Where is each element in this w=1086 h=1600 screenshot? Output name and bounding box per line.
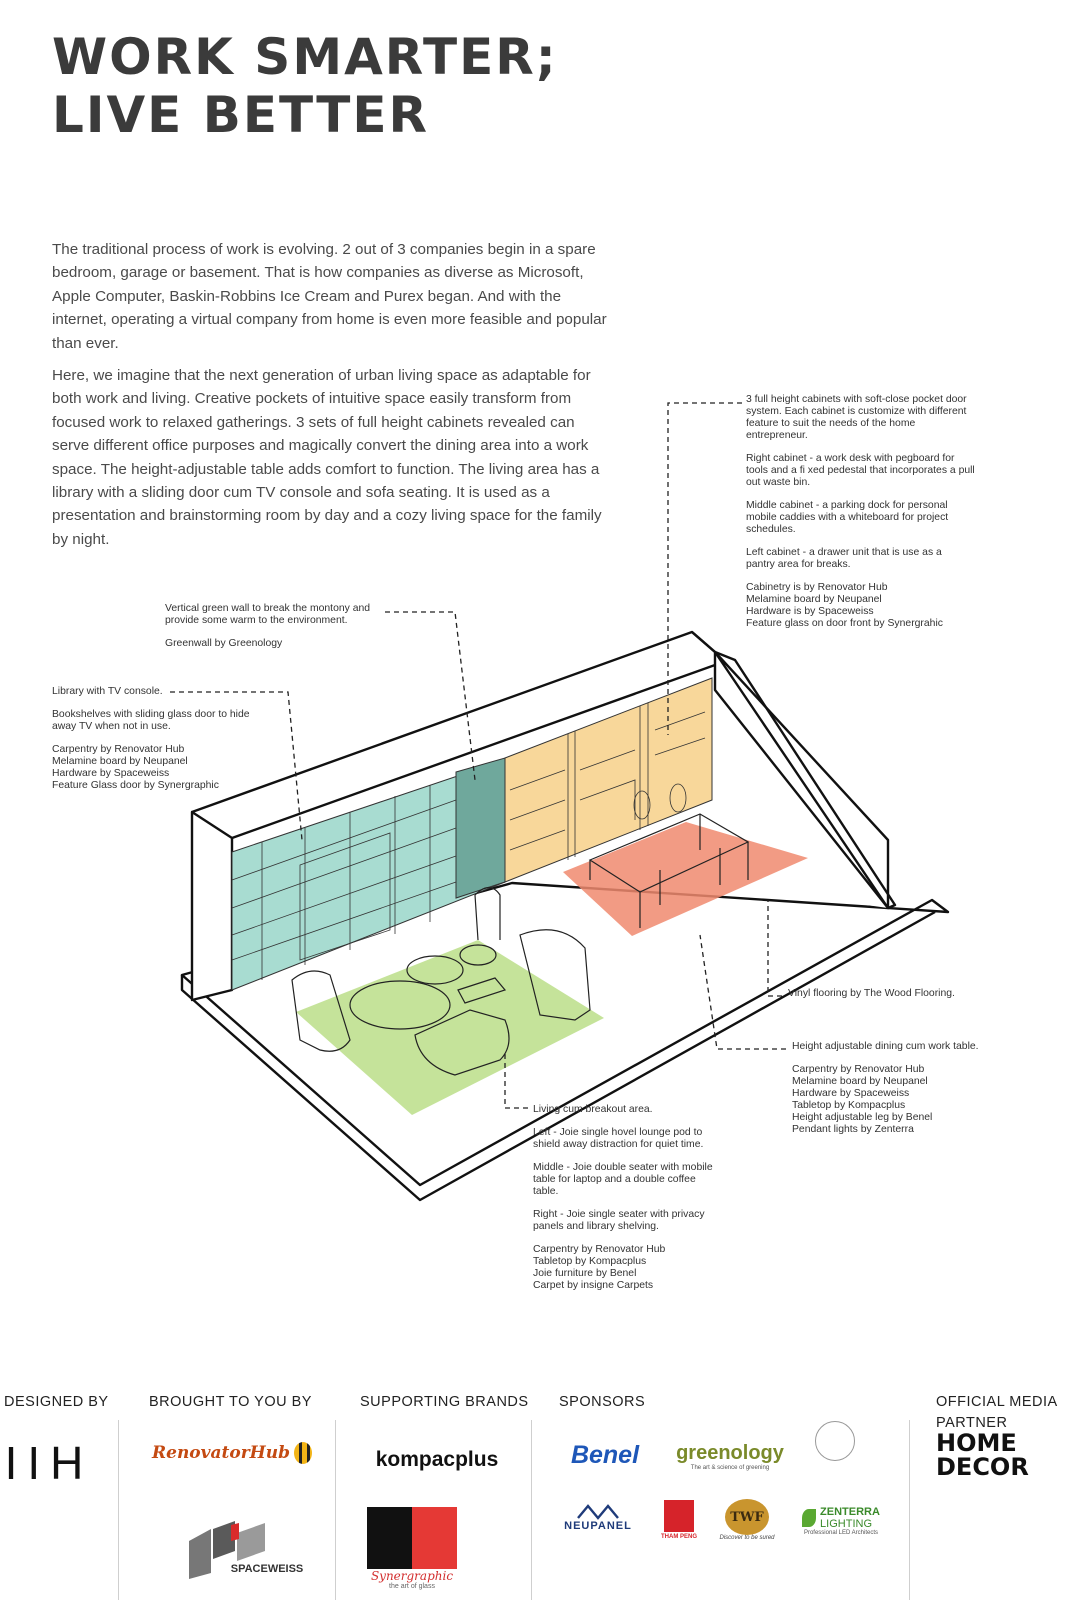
zenterra-logo [794, 1492, 888, 1550]
twf-logo [714, 1492, 780, 1548]
note-cabinets-right: Right cabinet - a work desk with pegboard for tools and a fi xed pedestal that incorporates a pull out waste bin. [746, 453, 975, 488]
intro-paragraph-1: The traditional process of work is evolving. 2 out of 3 companies begin in a spare bedroom, garage or basement. That is how companies as diverse as Microsoft, Apple Computer, Baskin-Robbins Ice Cream and Purex began. And with the internet, operating a virtual company from home is even more feasible and popular than ever. [52, 241, 607, 352]
note-table-title: Height adjustable dining cum work table. [792, 1041, 979, 1052]
footer-divider-1 [118, 1420, 119, 1600]
homedecor-logo-line-2: DECOR [936, 1453, 1029, 1481]
homedecor-logo-line-1: HOME [936, 1429, 1017, 1457]
greenwall-panel [456, 758, 505, 898]
twf-tagline: Discover to be sured [719, 1535, 775, 1541]
note-table-credits: Carpentry by Renovator Hub Melamine board by Neupanel Hardware by Spaceweiss Tabletop by Kompacplus Height adjustable leg by Benel Pendant lights by Zenterra [792, 1064, 933, 1135]
note-greenwall-desc: Vertical green wall to break the montony and provide some warm to the environment. [165, 603, 371, 626]
synergraphic-logo [366, 1502, 458, 1594]
neupanel-logo [558, 1498, 638, 1538]
note-table [792, 1041, 1032, 1136]
footer-sponsors: SPONSORS [559, 1394, 646, 1410]
note-cabinets [746, 394, 1046, 630]
footer-divider-3 [531, 1420, 532, 1600]
note-cabinets-left: Left cabinet - a drawer unit that is use as a pantry area for breaks. [746, 547, 942, 570]
note-greenwall-credits: Greenwall by Greenology [165, 638, 283, 649]
note-vinyl [788, 988, 1028, 1000]
greenology-logo-text: greenology [676, 1441, 784, 1464]
note-cabinets-middle: Middle cabinet - a parking dock for personal mobile caddies with a whiteboard for project schedules. [746, 500, 949, 535]
renovatorhub-logo [152, 1428, 312, 1478]
note-library [52, 686, 292, 792]
synergraphic-mark-icon [367, 1507, 457, 1569]
thampeng-logo-text: THAM PENG [661, 1534, 697, 1540]
note-cabinets-credits: Cabinetry is by Renovator Hub Melamine board by Neupanel Hardware is by Spaceweiss Feature glass on door front by Synergrahic [746, 582, 943, 629]
renovatorhub-logo-text: RenovatorHub [152, 1443, 290, 1463]
note-living-right: Right - Joie single seater with privacy panels and library shelving. [533, 1209, 705, 1232]
note-living-left: Left - Joie single hovel lounge pod to shield away distraction for quiet time. [533, 1127, 704, 1150]
note-library-title: Library with TV console. [52, 686, 163, 697]
note-greenwall [165, 603, 405, 650]
note-library-credits: Carpentry by Renovator Hub Melamine board by Neupanel Hardware by Spaceweiss Feature Glass door by Synergraphic [52, 744, 219, 791]
bee-icon [294, 1442, 312, 1464]
note-living [533, 1104, 773, 1292]
note-cabinets-intro: 3 full height cabinets with soft-close pocket door system. Each cabinet is customize with different feature to suit the needs of the home entrepreneur. [746, 394, 967, 441]
iih-logo: IIH [4, 1437, 94, 1489]
note-vinyl-desc: Vinyl flooring by The Wood Flooring. [788, 988, 955, 999]
footer-brought-by: BROUGHT TO YOU BY [149, 1394, 312, 1410]
note-living-credits: Carpentry by Renovator Hub Tabletop by Kompacplus Joie furniture by Benel Carpet by insigne Carpets [533, 1244, 666, 1291]
spaceweiss-logo-text: SPACEWEISS [230, 1563, 304, 1575]
note-library-desc: Bookshelves with sliding glass door to hide away TV when not in use. [52, 709, 250, 732]
footer-supporting-brands: SUPPORTING BRANDS [360, 1394, 529, 1410]
neupanel-mark-icon [576, 1504, 620, 1520]
footer-designed-by: DESIGNED BY [4, 1394, 109, 1410]
zenterra-logo-text: ZENTERRA [820, 1506, 880, 1518]
title-line-1: WORK SMARTER; [52, 28, 558, 86]
footer-divider-2 [335, 1420, 336, 1600]
kompacplus-logo: kompacplus [375, 1448, 499, 1471]
footer-media-partner-line-1: OFFICIAL MEDIA [936, 1394, 1058, 1410]
benel-logo: Benel [570, 1440, 640, 1469]
left-wall [192, 812, 232, 1000]
title-line-2: LIVE BETTER [52, 86, 430, 144]
greenology-logo [672, 1436, 788, 1476]
neupanel-logo-text: NEUPANEL [564, 1520, 632, 1532]
zenterra-logo-subtext: LIGHTING [820, 1518, 872, 1530]
note-living-title: Living cum breakout area. [533, 1104, 653, 1115]
synergraphic-logo-text: Synergraphic [370, 1568, 454, 1583]
synergraphic-tagline: the art of glass [389, 1582, 435, 1590]
leaf-icon [802, 1509, 816, 1527]
intro-paragraph-2: Here, we imagine that the next generation of urban living space as adaptable for both work and living. Creative pockets of intuitive space easily transform from focused work to relaxed gatherings. 3 sets of full height cabinets revealed can serve different office purposes and magically convert the dining area into a work space. The height-adjustable table adds comfort to function. The living area has a library with a sliding door cum TV console and sofa seating. It is used as a presentation and brainstorming room by day and a cozy living space for the family by night. [52, 367, 602, 548]
footer-divider-4 [909, 1420, 910, 1600]
twf-logo-text: TWF [730, 1509, 764, 1525]
homedecor-logo [936, 1428, 1036, 1482]
greenology-tagline: The art & science of greening [690, 1464, 770, 1471]
note-living-middle: Middle - Joie double seater with mobile table for laptop and a double coffee table. [533, 1162, 713, 1197]
thampeng-mark-icon [664, 1500, 694, 1532]
zenterra-tagline: Professional LED Architects [803, 1530, 879, 1536]
footer-media-partner-line-2: PARTNER [936, 1415, 1008, 1431]
circle-logo-icon [812, 1418, 858, 1464]
thampeng-logo [654, 1494, 704, 1546]
spaceweiss-logo [152, 1510, 302, 1586]
